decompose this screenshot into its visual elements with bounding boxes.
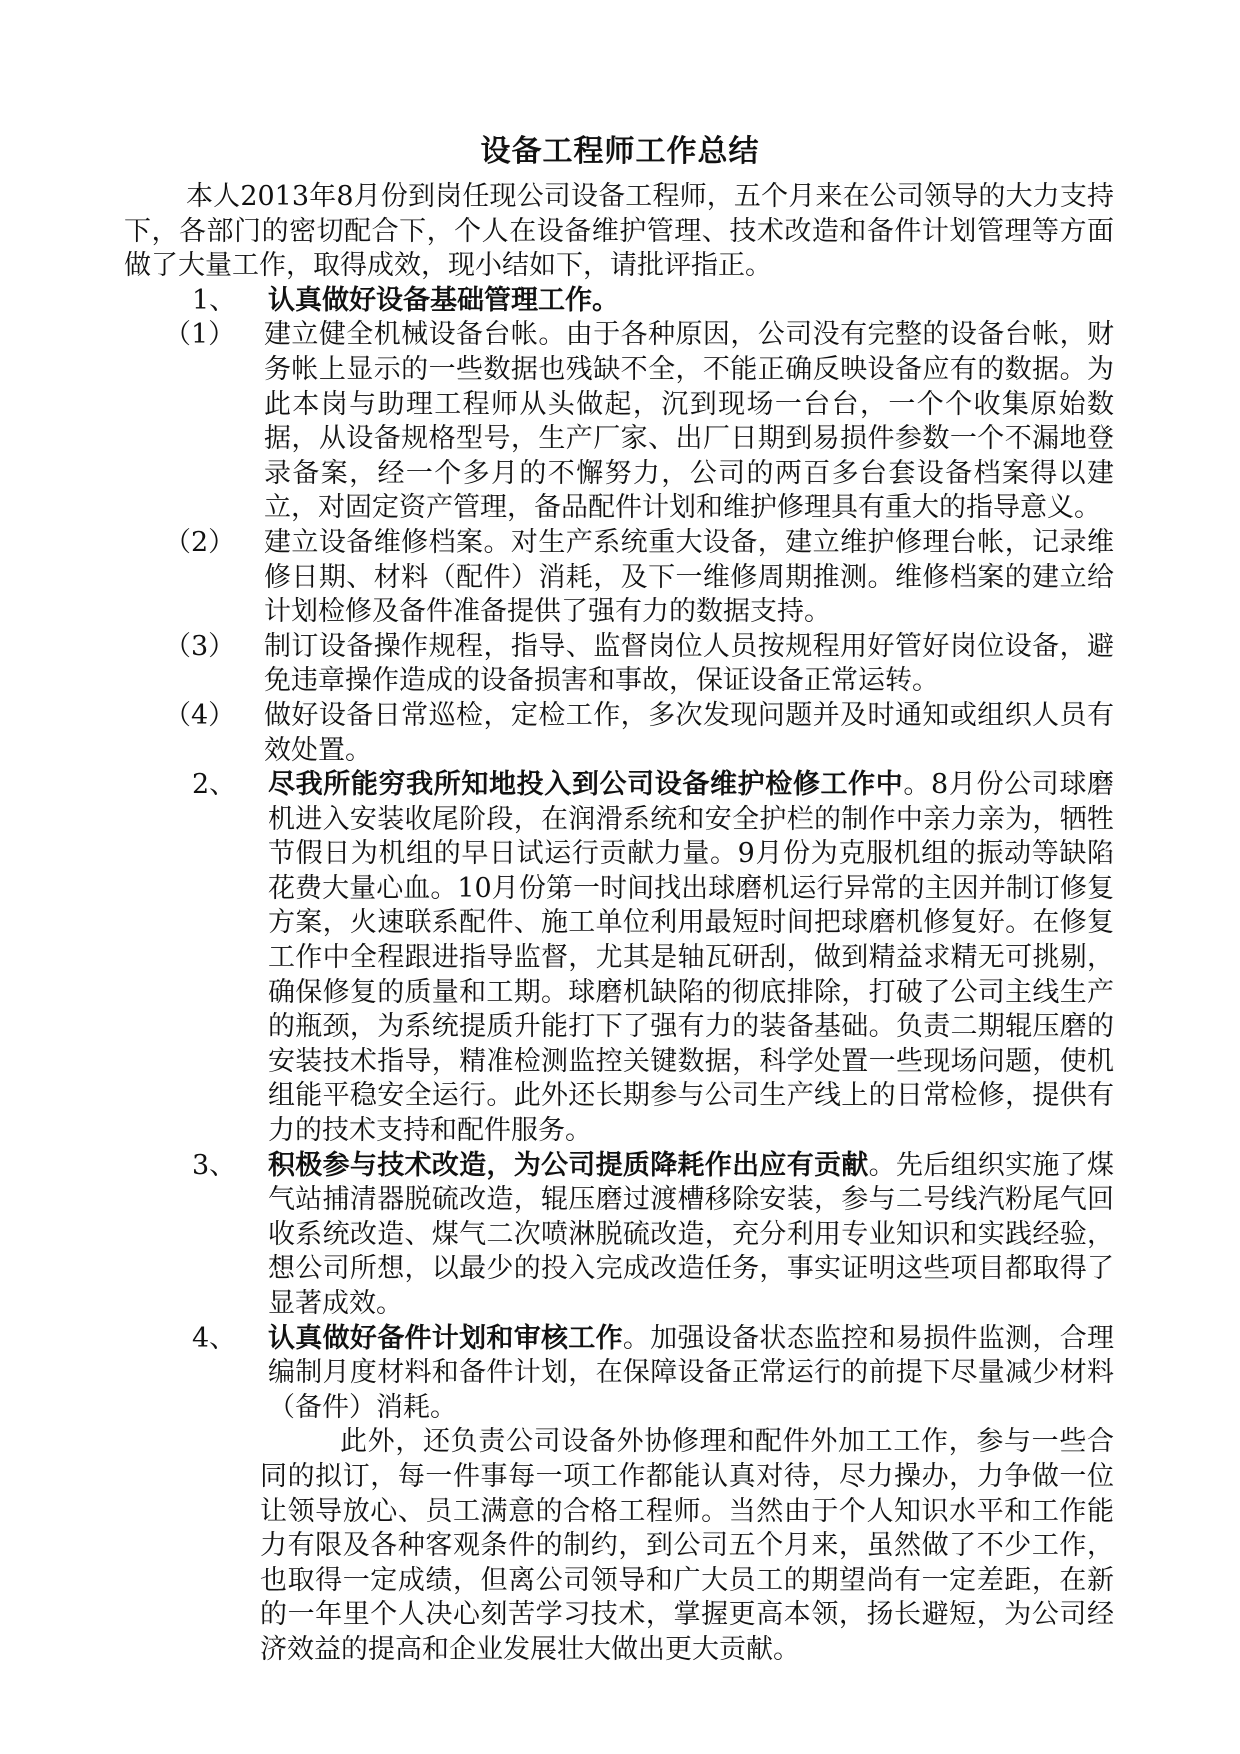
section-1-item-2-number: （2） xyxy=(164,526,236,558)
section-1-item-1 xyxy=(124,318,1114,526)
section-1-item-4 xyxy=(124,699,1114,768)
document-body xyxy=(124,180,1114,1668)
section-1-content xyxy=(268,284,1114,319)
section-1-number: 1、 xyxy=(192,284,237,316)
section-2-content xyxy=(268,768,1114,1149)
section-1-heading: 认真做好设备基础管理工作。 xyxy=(268,284,619,316)
section-2-heading: 尽我所能穷我所知地投入到公司设备维护检修工作中 xyxy=(268,769,904,801)
section-1-item-4-number: （4） xyxy=(164,699,236,731)
section-3-heading: 积极参与技术改造，为公司提质降耗作出应有贡献 xyxy=(268,1149,869,1181)
section-2 xyxy=(124,768,1114,1149)
section-1-item-2 xyxy=(124,526,1114,630)
section-2-number: 2、 xyxy=(192,769,237,801)
section-1-item-3 xyxy=(124,630,1114,699)
section-3-number: 3、 xyxy=(192,1149,237,1181)
section-1-item-1-text: 建立健全机械设备台帐。由于各种原因，公司没有完整的设备台帐，财务帐上显示的一些数据也残缺不全，不能正确反映设备应有的数据。为此本岗与助理工程师从头做起，沉到现场一台台，一个个收集原始数据，从设备规格型号，生产厂家、出厂日期到易损件参数一个不漏地登录备案，经一个多月的不懈努力，公司的两百多台套设备档案得以建立，对固定资产管理，备品配件计划和维护修理具有重大的指导意义。 xyxy=(264,319,1114,524)
section-2-text: 。8月份公司球磨机进入安装收尾阶段，在润滑系统和安全护栏的制作中亲力亲为，牺牲节假日为机组的早日试运行贡献力量。9月份为克服机组的振动等缺陷花费大量心血。10月份第一时间找出球磨机运行异常的主因并制订修复方案，火速联系配件、施工单位利用最短时间把球磨机修复好。在修复工作中全程跟进指导监督，尤其是轴瓦研刮，做到精益求精无可挑剔，确保修复的质量和工期。球磨机缺陷的彻底排除，打破了公司主线生产的瓶颈，为系统提质升能打下了强有力的装备基础。负责二期辊压磨的安装技术指导，精准检测监控关键数据，科学处置一些现场问题，使机组能平稳安全运行。此外还长期参与公司生产线上的日常检修，提供有力的技术支持和配件服务。 xyxy=(268,769,1114,1147)
section-3-text: 。先后组织实施了煤气站捕清器脱硫改造，辊压磨过渡槽移除安装，参与二号线汽粉尾气回收系统改造、煤气二次喷淋脱硫改造，充分利用专业知识和实践经验，想公司所想，以最少的投入完成改造任务，事实证明这些项目都取得了显著成效。 xyxy=(268,1149,1115,1319)
section-4-text: 。加强设备状态监控和易损件监测，合理编制月度材料和备件计划，在保障设备正常运行的前提下尽量减少材料（备件）消耗。 xyxy=(268,1322,1115,1423)
section-1 xyxy=(124,284,1114,319)
section-4-heading: 认真做好备件计划和审核工作 xyxy=(268,1322,623,1354)
closing-paragraph: 此外，还负责公司设备外协修理和配件外加工工作，参与一些合同的拟订，每一件事每一项工作都能认真对待，尽力操办，力争做一位让领导放心、员工满意的合格工程师。当然由于个人知识水平和工作能力有限及各种客观条件的制约，到公司五个月来，虽然做了不少工作，也取得一定成绩，但离公司领导和广大员工的期望尚有一定差距，在新的一年里个人决心刻苦学习技术，掌握更高本领，扬长避短，为公司经济效益的提高和企业发展壮大做出更大贡献。 xyxy=(260,1426,1114,1665)
section-1-item-3-text: 制订设备操作规程，指导、监督岗位人员按规程用好管好岗位设备，避免违章操作造成的设备损害和事故，保证设备正常运转。 xyxy=(264,630,1114,697)
section-1-item-3-number: （3） xyxy=(164,630,236,662)
section-4-content xyxy=(268,1322,1114,1426)
document-title: 设备工程师工作总结 xyxy=(480,134,760,169)
section-3-content xyxy=(268,1149,1114,1322)
section-1-item-4-text: 做好设备日常巡检，定检工作，多次发现问题并及时通知或组织人员有效处置。 xyxy=(264,699,1114,766)
section-1-item-1-number: （1） xyxy=(164,319,236,351)
intro-paragraph: 本人2013年8月份到岗任现公司设备工程师，五个月来在公司领导的大力支持下，各部门的密切配合下，个人在设备维护管理、技术改造和备件计划管理等方面做了大量工作，取得成效，现小结如下，请批评指正。 xyxy=(124,181,1114,282)
section-4 xyxy=(124,1322,1114,1426)
section-1-item-2-text: 建立设备维修档案。对生产系统重大设备，建立维护修理台帐，记录维修日期、材料（配件）消耗，及下一维修周期推测。维修档案的建立给计划检修及备件准备提供了强有力的数据支持。 xyxy=(264,526,1114,628)
section-4-number: 4、 xyxy=(192,1322,237,1354)
section-3 xyxy=(124,1149,1114,1322)
